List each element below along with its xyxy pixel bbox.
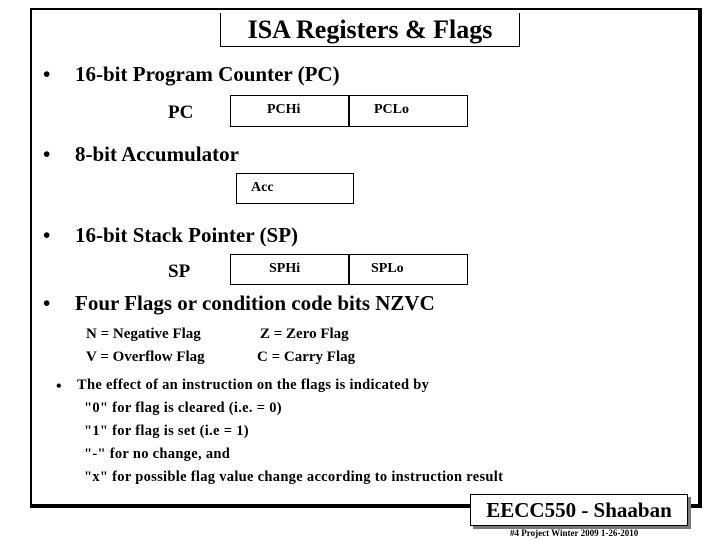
note-line-3: "1" for flag is set (i.e = 1) bbox=[84, 423, 249, 439]
footer-detail: #4 Project Winter 2009 1-26-2010 bbox=[510, 528, 639, 538]
flag-overflow: V = Overflow Flag bbox=[86, 349, 205, 365]
note-line-1: The effect of an instruction on the flags is indicated by bbox=[77, 377, 430, 393]
pc-register-box bbox=[230, 95, 468, 127]
bullet-dot: • bbox=[43, 291, 51, 315]
acc-field: Acc bbox=[251, 180, 274, 195]
bullet-text: 16-bit Program Counter (PC) bbox=[75, 62, 340, 86]
pc-byte-divider bbox=[348, 96, 350, 126]
flag-negative: N = Negative Flag bbox=[86, 326, 201, 342]
note-line-5: "x" for possible flag value change according to instruction result bbox=[84, 469, 504, 485]
pc-high-byte: PCHi bbox=[267, 102, 301, 117]
acc-register-box bbox=[236, 173, 354, 204]
sp-register-box bbox=[230, 254, 468, 285]
sp-register-label: SP bbox=[168, 261, 191, 282]
pc-register-label: PC bbox=[168, 102, 194, 123]
bullet-dot: • bbox=[43, 223, 51, 247]
footer-course-badge: EECC550 - Shaaban bbox=[470, 494, 688, 526]
bullet-stack-pointer bbox=[43, 223, 298, 248]
bullet-dot: • bbox=[43, 62, 51, 86]
sp-low-byte: SPLo bbox=[371, 261, 404, 276]
note-line-2: "0" for flag is cleared (i.e. = 0) bbox=[84, 400, 282, 416]
bullet-flags bbox=[43, 291, 435, 316]
sp-high-byte: SPHi bbox=[269, 261, 301, 276]
flag-zero: Z = Zero Flag bbox=[260, 326, 349, 342]
bullet-accumulator bbox=[43, 142, 239, 167]
bullet-text: Four Flags or condition code bits NZVC bbox=[75, 291, 435, 315]
sub-bullet-dot: • bbox=[56, 378, 62, 395]
bullet-text: 16-bit Stack Pointer (SP) bbox=[75, 223, 299, 247]
flag-carry: C = Carry Flag bbox=[257, 349, 356, 365]
pc-low-byte: PCLo bbox=[374, 102, 409, 117]
bullet-text: 8-bit Accumulator bbox=[75, 142, 239, 166]
note-line-4: "-" for no change, and bbox=[84, 446, 231, 462]
bullet-program-counter bbox=[43, 62, 340, 87]
bullet-dot: • bbox=[43, 142, 51, 166]
slide-title: ISA Registers & Flags bbox=[220, 13, 520, 47]
sp-byte-divider bbox=[348, 255, 350, 284]
